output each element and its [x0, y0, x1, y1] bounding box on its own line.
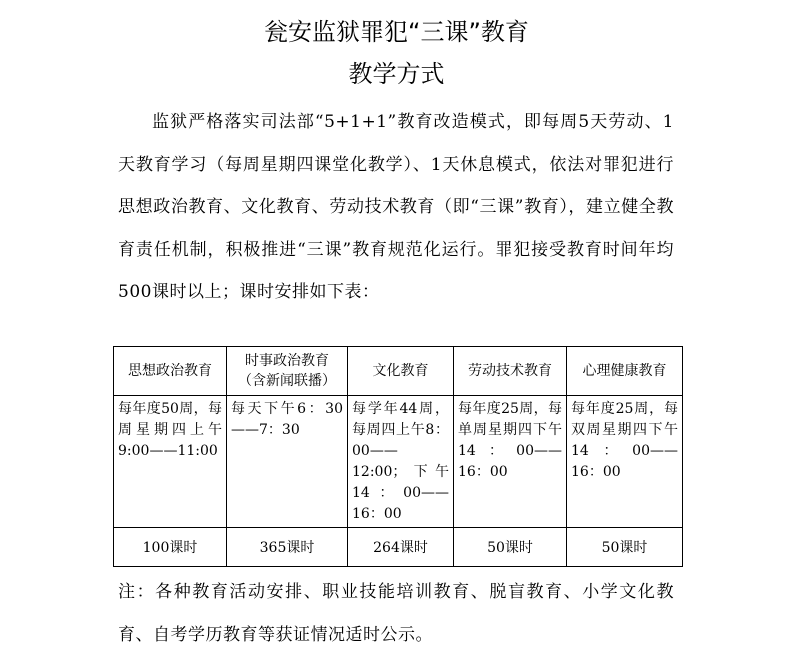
schedule-cell: 每天下午6：30——7：30 [227, 396, 348, 528]
hours-cell: 100课时 [114, 528, 227, 567]
schedule-cell: 每学年44周，每周四上午8：00——12:00；下午14：00——16：00 [348, 396, 454, 528]
intro-paragraph: 监狱严格落实司法部“5+1+1”教育改造模式，即每周5天劳动、1天教育学习（每周星期四课堂化教学）、1天休息模式，依法对罪犯进行思想政治教育、文化教育、劳动技术教育（即“三课”教育），建立健全教育责任机制，积极推进“三课”教育规范化运行。罪犯接受教育时间年均500课时以上；课时安排如下表： [118, 112, 674, 302]
header-labor-skills-education: 劳动技术教育 [454, 347, 567, 396]
table-row-hours [114, 528, 683, 567]
title-line-1: 瓮安监狱罪犯“三课”教育 [264, 18, 529, 46]
schedule-cell: 每年度25周，每双周星期四下午14：00——16：00 [567, 396, 683, 528]
hours-cell: 50课时 [567, 528, 683, 567]
schedule-table [113, 346, 683, 567]
header-current-affairs-education: 时事政治教育 （含新闻联播） [227, 347, 348, 396]
header-ideological-education: 思想政治教育 [114, 347, 227, 396]
header-cultural-education: 文化教育 [348, 347, 454, 396]
hours-cell: 264课时 [348, 528, 454, 567]
schedule-cell: 每年度25周，每单周星期四下午14：00——16：00 [454, 396, 567, 528]
hours-cell: 365课时 [227, 528, 348, 567]
schedule-cell: 每年度50周，每周星期四上午9:00——11:00 [114, 396, 227, 528]
header-current-affairs-sub: （含新闻联播） [238, 373, 336, 389]
header-mental-health-education: 心理健康教育 [567, 347, 683, 396]
footnote: 注：各种教育活动安排、职业技能培训教育、脱盲教育、小学文化教育、自考学历教育等获证情况适时公示。 [118, 582, 674, 645]
table-header-row [114, 347, 683, 396]
title-line-2: 教学方式 [348, 60, 445, 88]
table-row-schedule [114, 396, 683, 528]
hours-cell: 50课时 [454, 528, 567, 567]
